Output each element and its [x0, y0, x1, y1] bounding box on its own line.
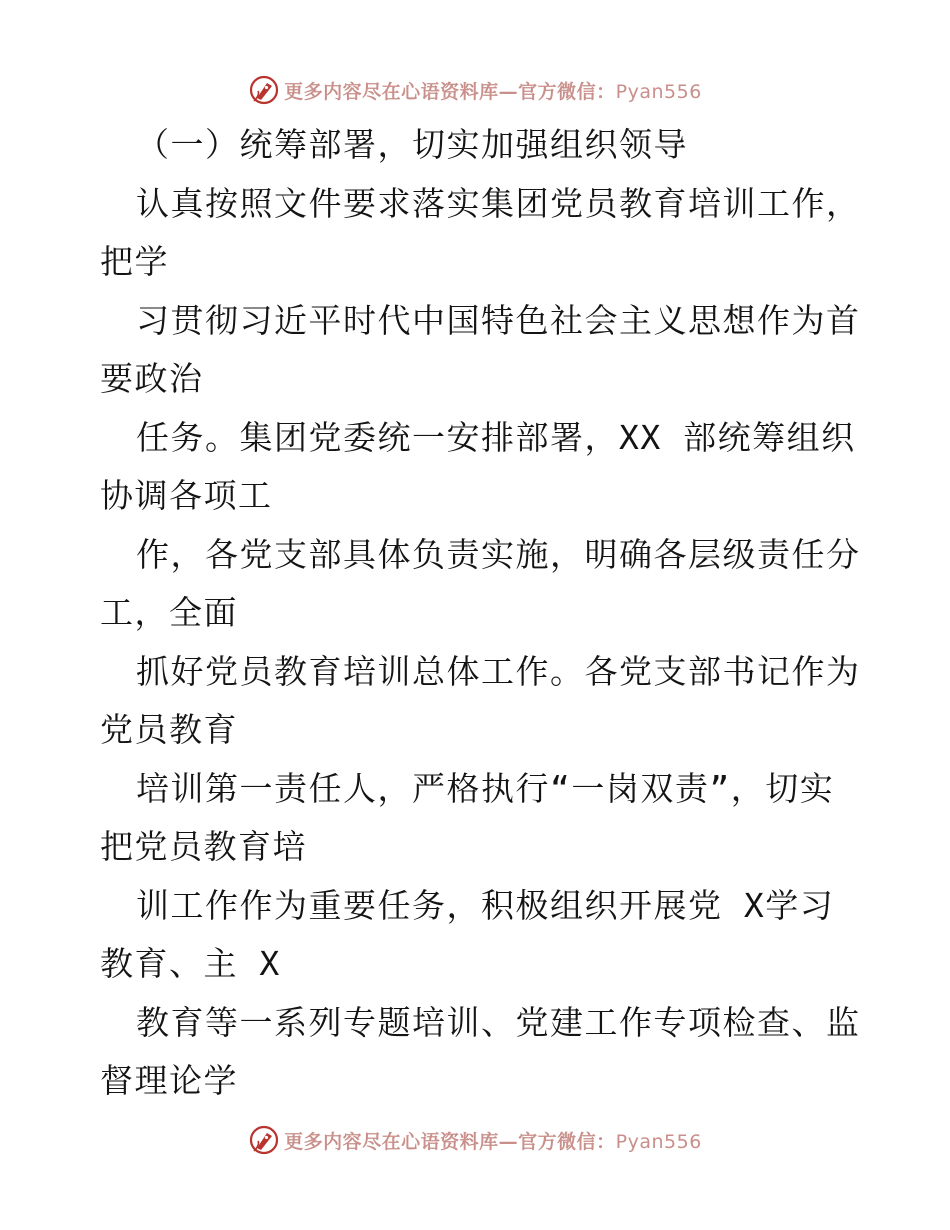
header-watermark-banner — [0, 70, 950, 110]
document-body — [100, 116, 860, 1111]
text-line: 教育等一系列专题培训、党建工作专项检查、监 — [136, 1002, 861, 1042]
text-line: 协调各项工 — [100, 476, 273, 515]
watermark-text: 更多内容尽在心语资料库—官方微信：Pyan556 — [284, 80, 702, 103]
text-line: 把学 — [100, 242, 169, 281]
text-line: 作，各党支部具体负责实施，明确各层级责任分 — [136, 534, 861, 574]
text-line: 认真按照文件要求落实集团党员教育培训工作， — [136, 183, 861, 223]
text-line: 督理论学 — [100, 1061, 238, 1100]
text-line: 培训第一责任人，严格执行“一岗双责”，切实 — [136, 768, 835, 808]
text-line: 训工作作为重要任务，积极组织开展党 X学习 — [136, 885, 835, 925]
wechat-id: Pyan556 — [615, 1130, 702, 1153]
text-line: 教育、主 X — [100, 944, 281, 983]
text-line: 党员教育 — [100, 710, 238, 749]
text-line: 任务。集团党委统一安排部署，XX 部统筹组织 — [136, 417, 856, 457]
text-line: 工，全面 — [100, 593, 238, 632]
wechat-id: Pyan556 — [615, 80, 702, 103]
pen-nib-logo-icon — [248, 1124, 280, 1156]
footer-watermark-banner — [0, 1120, 950, 1160]
text-line: 习贯彻习近平时代中国特色社会主义思想作为首 — [136, 300, 861, 340]
pen-nib-logo-icon — [248, 74, 280, 106]
watermark-text: 更多内容尽在心语资料库—官方微信：Pyan556 — [284, 1130, 702, 1153]
text-line: 要政治 — [100, 359, 204, 398]
text-line: 把党员教育培 — [100, 827, 307, 866]
text-line: 抓好党员教育培训总体工作。各党支部书记作为 — [136, 651, 861, 691]
section-heading: （一）统筹部署，切实加强组织领导 — [136, 125, 688, 164]
